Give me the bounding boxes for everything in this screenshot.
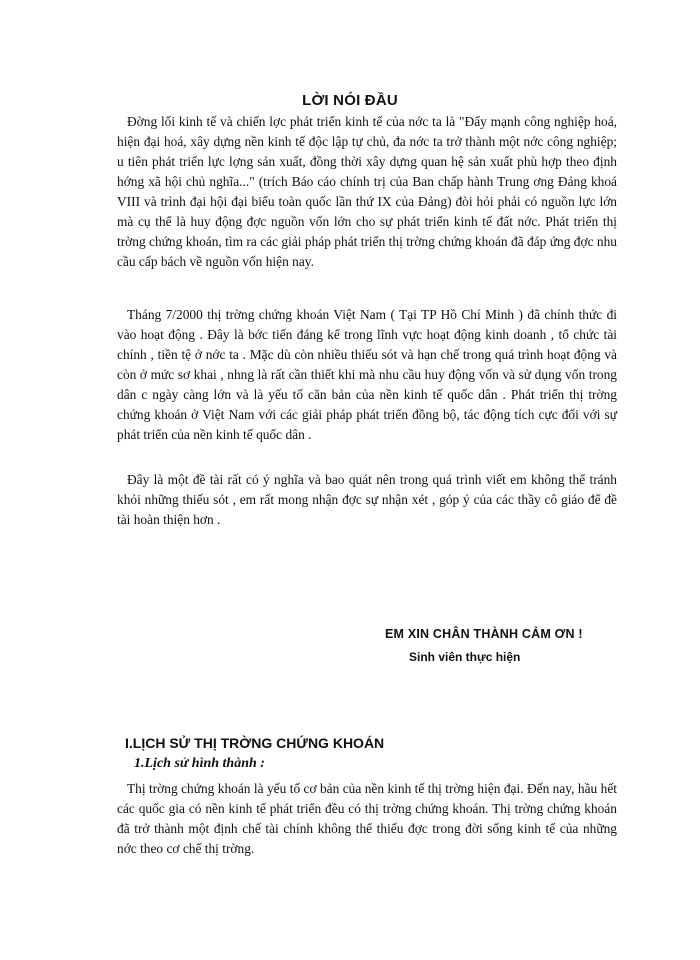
document-title: LỜI NÓI ĐẦU <box>302 92 398 109</box>
intro-paragraph-1: Đờng lối kinh tế và chiến lợc phát triển kinh tế của nớc ta là "Đẩy mạnh công nghiệp hoá, hiện đại hoá, xây dựng nền kinh tế độc lập tự chủ, đa nớc ta trở thành một nớc công nghiệp; u tiên phát triển lực lợng sản xuất, đồng thời xây dựng quan hệ sản xuất phù hợp theo định hớng xã hội chủ nghĩa..." (trích Báo cáo chính trị của Ban chấp hành Trung ơng Đảng khoá VIII và trình đại hội đại biểu toàn quốc lần thứ IX của Đảng) đòi hỏi phải có nguồn lực lớn mà cụ thể là huy động đợc nguồn vốn lớn cho sự phát triển kinh tế đất nớc. Phát triển thị trờng chứng khoán, tìm ra các giải pháp phát triển thị trờng chứng khoán đã đáp ứng đợc nhu cầu cấp bách về nguồn vốn hiện nay. <box>117 114 617 269</box>
section-heading: I.LỊCH SỬ THỊ TRỜNG CHỨNG KHOÁN <box>125 735 385 751</box>
thanks-line: EM XIN CHÂN THÀNH CẢM ƠN ! <box>385 627 583 641</box>
signer-line: Sinh viên thực hiện <box>409 650 521 664</box>
subsection-heading: 1.Lịch sử hình thành : <box>134 756 265 771</box>
intro-paragraph-2: Tháng 7/2000 thị trờng chứng khoán Việt Nam ( Tại TP Hồ Chí Minh ) đã chính thức đi vào hoạt động . Đây là bớc tiến đáng kể trong lĩnh vực hoạt động kinh doanh , tổ chức tài chính , tiền tệ ở nớc ta . Mặc dù còn nhiều thiếu sót và hạn chế trong quá trình hoạt động và còn ở mức sơ khai , nhng là rất cần thiết khi mà nhu cầu huy động vốn và sử dụng vốn trong dân c ngày càng lớn và là yếu tố căn bản của nền kinh tế quốc dân . Phát triển thị trờng chứng khoán ở Việt Nam với các giải pháp phát triển đồng bộ, tác động tích cực đối với sự phát triển của nền kinh tế quốc dân . <box>117 307 617 442</box>
section-paragraph: Thị trờng chứng khoán là yếu tố cơ bản của nền kinh tế thị trờng hiện đại. Đến nay, hầu hết các quốc gia có nền kinh tế phát triển đều có thị trờng chứng khoán. Thị trờng chứng khoán đã trở thành một định chế tài chính không thể thiếu đợc trong đời sống kinh tế của những nớc theo cơ chế thị trờng. <box>117 781 617 856</box>
intro-paragraph-3: Đây là một đề tài rất có ý nghĩa và bao quát nên trong quá trình viết em không thể tránh khỏi những thiếu sót , em rất mong nhận đợc sự nhận xét , góp ý của các thầy cô giáo để đề tài hoàn thiện hơn . <box>117 472 617 527</box>
